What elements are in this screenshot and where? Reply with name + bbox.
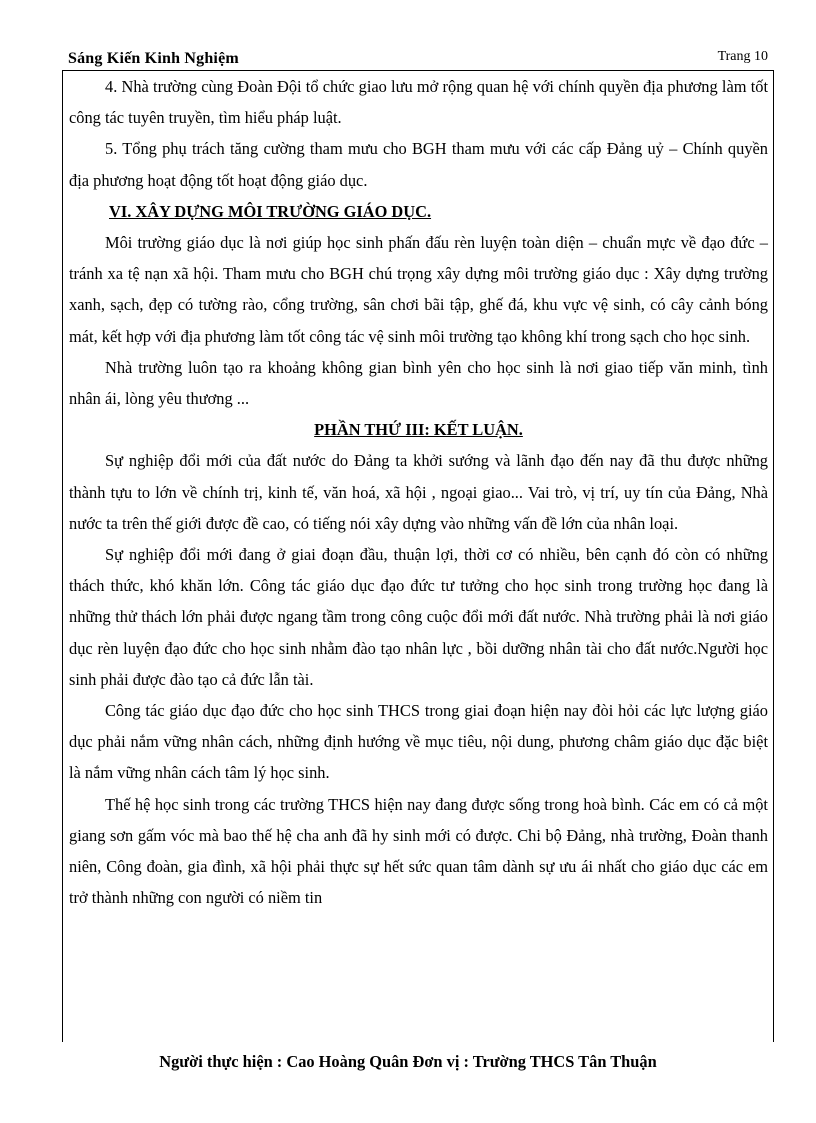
document-body (69, 71, 768, 913)
paragraph-conclusion-3: Công tác giáo dục đạo đức cho học sinh THCS trong giai đoạn hiện nay đòi hỏi các lực lượng giáo dục phải nắm vững nhân cách, những định hướng về mục tiêu, nội dung, phương châm giáo dục đặc biệt là nắm vững nhân cách tâm lý học sinh. (69, 701, 768, 783)
paragraph-conclusion-1: Sự nghiệp đổi mới của đất nước do Đảng ta khởi sướng và lãnh đạo đến nay đã thu được những thành tựu to lớn về chính trị, kinh tế, văn hoá, xã hội , ngoại giao... Vai trò, vị trí, uy tín của Đảng, Nhà nước ta trên thế giới được đề cao, có tiếng nói xây dựng vào những vấn đề lớn của nhân loại. (69, 451, 768, 533)
section-heading-conclusion: PHẦN THỨ III: KẾT LUẬN. (314, 420, 523, 440)
page-number: Trang 10 (717, 49, 768, 64)
paragraph-item-5: 5. Tổng phụ trách tăng cường tham mưu cho BGH tham mưu với các cấp Đảng uỷ – Chính quyền địa phương hoạt động tốt hoạt động giáo dục. (69, 139, 768, 190)
paragraph-space: Nhà trường luôn tạo ra khoảng không gian bình yên cho học sinh là nơi giao tiếp văn minh, tình nhân ái, lòng yêu thương ... (69, 357, 768, 409)
header-title: Sáng Kiến Kinh Nghiệm (68, 50, 239, 67)
paragraph-conclusion-4: Thế hệ học sinh trong các trường THCS hiện nay đang được sống trong hoà bình. Các em có cả một giang sơn gấm vóc mà bao thế hệ cha anh đã hy sinh mới có được. Chi bộ Đảng, nhà trường, Đoàn thanh niên, Công đoàn, gia đình, xã hội phải thực sự hết sức quan tâm dành sự ưu ái nhất cho giáo dục các em trở thành những con người có niềm tin (69, 794, 768, 908)
paragraph-item-4: 4. Nhà trường cùng Đoàn Đội tổ chức giao lưu mở rộng quan hệ với chính quyền địa phương làm tốt công tác tuyên truyền, tìm hiểu pháp luật. (69, 77, 768, 128)
page-footer: Người thực hiện : Cao Hoàng Quân Đơn vị : Trường THCS Tân Thuận (159, 1052, 657, 1071)
section-heading-vi: VI. XÂY DỰNG MÔI TRƯỜNG GIÁO DỤC. (109, 201, 432, 221)
paragraph-conclusion-2: Sự nghiệp đổi mới đang ở giai đoạn đầu, thuận lợi, thời cơ có nhiều, bên cạnh đó còn có những thách thức, khó khăn lớn. Công tác giáo dục đạo đức tư tưởng cho học sinh trong trường học đang là những thử thách lớn phải được ngang tầm trong công cuộc đổi mới đất nước. Nhà trường phải là nơi giáo dục rèn luyện đạo đức cho học sinh nhằm đào tạo nhân lực , bồi dưỡng nhân tài cho đất nước.Người học sinh phải được đào tạo cả đức lẫn tài. (69, 545, 768, 689)
paragraph-environment: Môi trường giáo dục là nơi giúp học sinh phấn đấu rèn luyện toàn diện – chuẩn mực về đạo đức – tránh xa tệ nạn xã hội. Tham mưu cho BGH chú trọng xây dựng môi trường giáo dục : Xây dựng trường xanh, sạch, đẹp có tường rào, cổng trường, sân chơi bãi tập, ghế đá, khu vực vệ sinh, có cây cảnh bóng mát, kết hợp với địa phương làm tốt công tác vệ sinh môi trường tạo không khí trong sạch cho học sinh. (69, 233, 768, 346)
